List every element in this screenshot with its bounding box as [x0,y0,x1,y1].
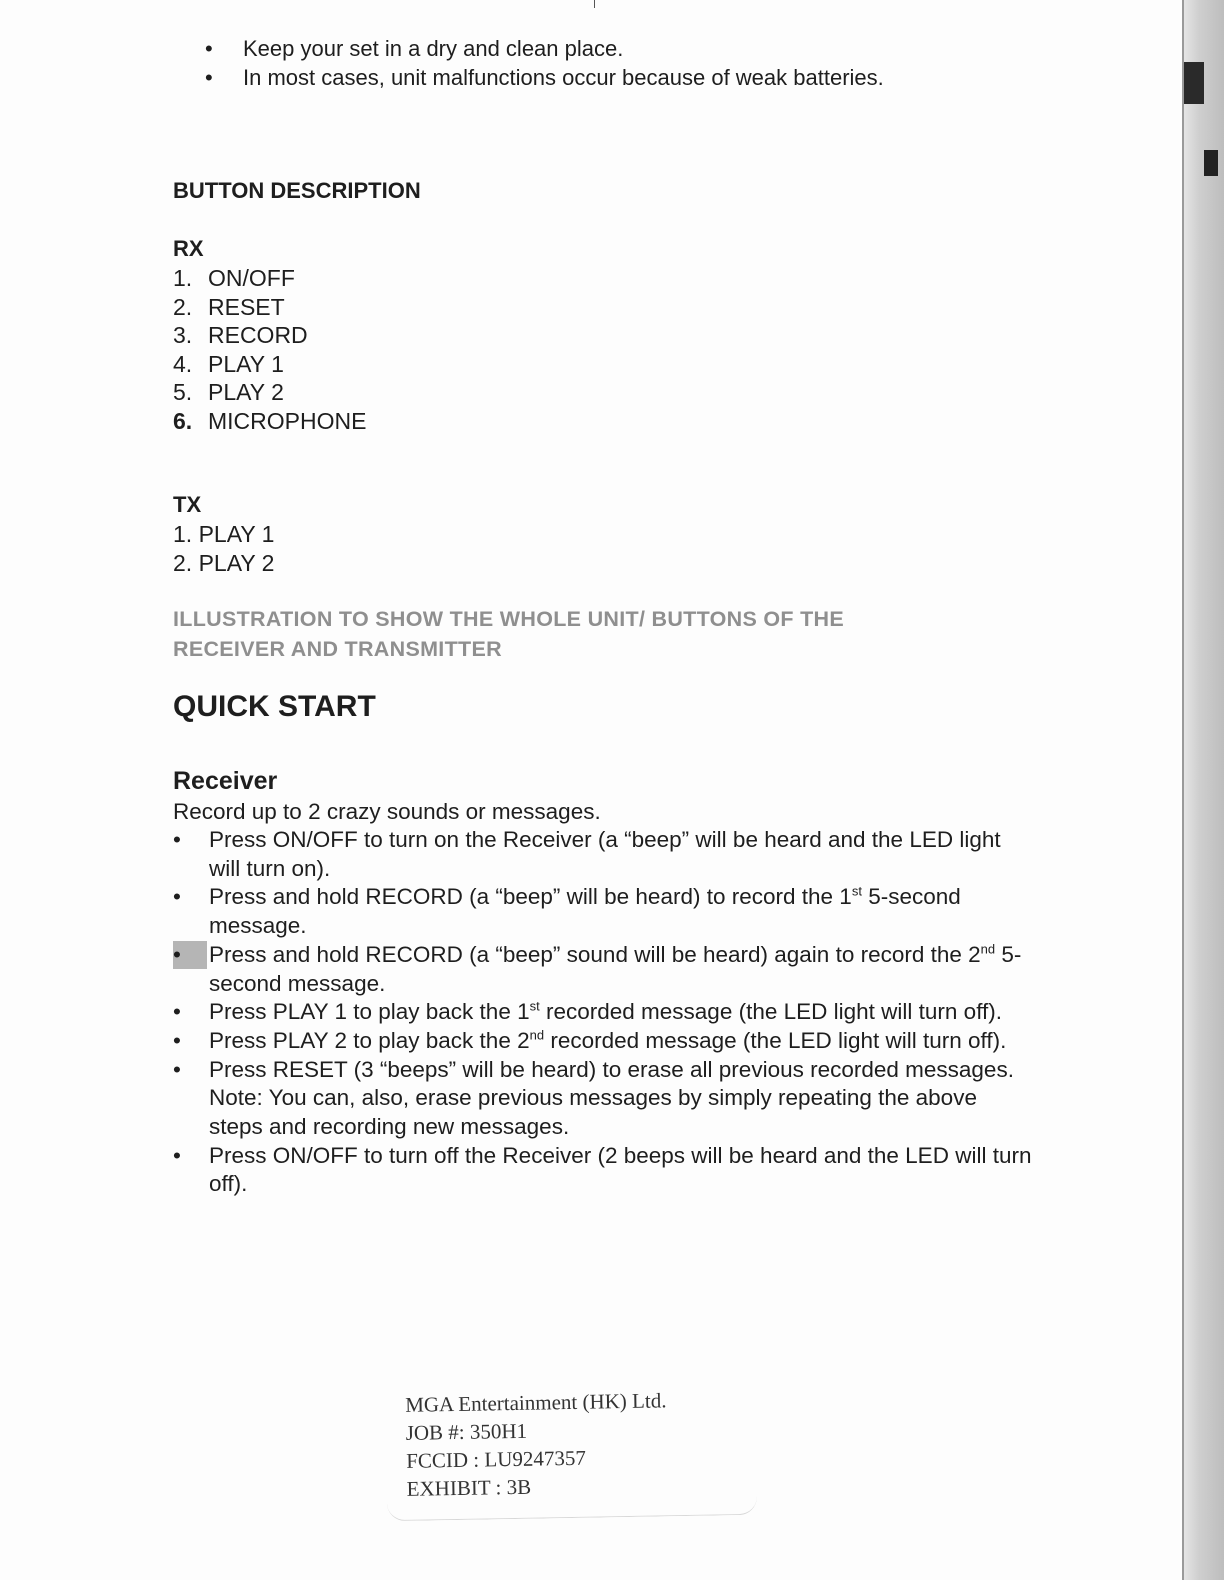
bullet-icon: • [173,999,181,1025]
tx-label: TX [173,492,202,517]
scan-edge-line [1182,0,1184,1580]
bullet-icon: • [173,1056,181,1082]
stamp-company: MGA Entertainment (HK) Ltd. [405,1388,667,1417]
receiver-intro: Record up to 2 crazy sounds or messages. [173,799,601,824]
receiver-subheading: Receiver [173,767,278,795]
list-item: 6. MICROPHONE [173,407,367,434]
list-item: 2. PLAY 2 [173,549,275,576]
list-item: 5. PLAY 2 [173,379,284,405]
bullet-icon: • [173,884,181,910]
list-item: • In most cases, unit malfunctions occur because of weak batteries. [205,63,884,92]
scan-artifact [594,0,595,8]
list-item: 2. RESET [173,293,285,320]
bullet-icon: • [173,1142,181,1168]
list-item: • Press ON/OFF to turn off the Receiver (2 beeps will be heard and the LED will turn off). [173,1142,1032,1197]
bullet-icon: • [173,1027,181,1053]
list-item: • Press ON/OFF to turn on the Receiver (a “beep” will be heard and the LED light will turn on). [173,827,1001,881]
button-description-heading: BUTTON DESCRIPTION [173,178,421,203]
list-item: 1. ON/OFF [173,265,295,291]
scan-artifact [1184,62,1204,104]
scan-artifact [1204,150,1218,176]
illustration-note: ILLUSTRATION TO SHOW THE WHOLE UNIT/ BUTTONS OF THE RECEIVER AND TRANSMITTER [173,607,845,661]
list-item: • Press and hold RECORD (a “beep” sound will be heard) again to record the 2nd 5-second message. [173,941,1022,996]
exhibit-stamp [385,1375,757,1521]
rx-label: RX [173,236,204,261]
list-item: 1. PLAY 1 [173,521,275,547]
quick-start-heading: QUICK START [173,690,376,723]
stamp-fccid: FCCID : LU9247357 [405,1445,587,1473]
list-item: • Press PLAY 2 to play back the 2nd recorded message (the LED light will turn off). [173,1027,1033,1056]
rx-button-list [173,264,366,435]
scan-edge [1182,0,1224,1580]
stamp-exhibit: EXHIBIT : 3B [406,1474,532,1501]
care-tips-list [205,34,884,92]
list-item: • Press RESET (3 “beeps” will be heard) to erase all previous recorded messages. Note: You can, also, erase previous messages by simply repeating the above steps and recording new messages. [173,1056,1014,1140]
tx-button-list [173,520,274,577]
receiver-steps-list [173,826,1033,1199]
bullet-icon: • [173,941,207,969]
bullet-icon: • [173,827,181,852]
stamp-job: JOB #: 350H1 [405,1418,528,1445]
list-item: • Press PLAY 1 to play back the 1st recorded message (the LED light will turn off). [173,998,1033,1027]
list-item: 3. RECORD [173,322,308,348]
list-item: • Keep your set in a dry and clean place. [205,34,884,63]
list-item: • Press and hold RECORD (a “beep” will be heard) to record the 1st 5-second message. [173,883,961,939]
list-item: 4. PLAY 1 [173,350,284,377]
